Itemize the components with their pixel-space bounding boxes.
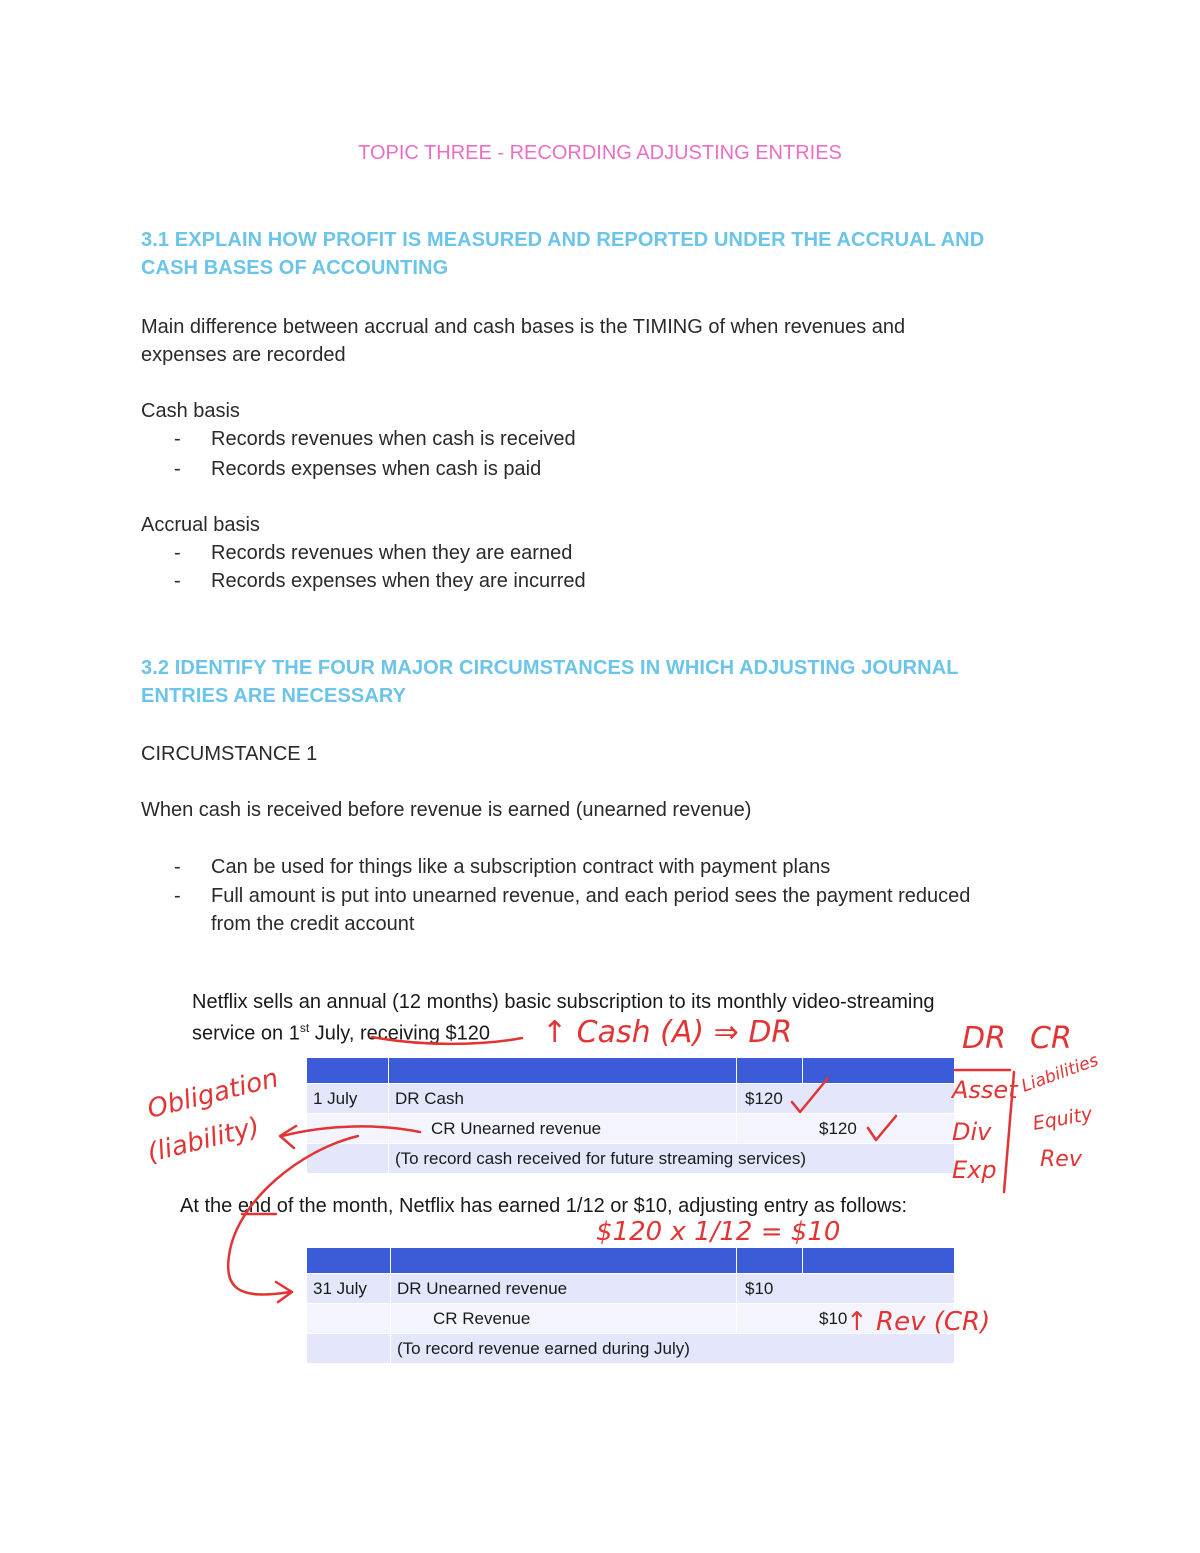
- revenue-note: ↑ Rev (CR): [846, 1307, 991, 1337]
- dr-item: Div: [952, 1118, 992, 1146]
- heading-line: ENTRIES ARE NECESSARY: [141, 685, 407, 707]
- entry-account: DR Cash: [389, 1084, 737, 1114]
- circumstance-description: When cash is received before revenue is earned (unearned revenue): [141, 799, 752, 821]
- cr-item: Equity: [1031, 1102, 1095, 1135]
- bullet-dash: -: [174, 458, 181, 480]
- cr-header: CR: [1030, 1021, 1072, 1056]
- curved-arrow-icon: [228, 1136, 358, 1302]
- entry-date: 1 July: [307, 1084, 389, 1114]
- entry-narration: (To record revenue earned during July): [391, 1334, 955, 1364]
- cash-note: ↑ Cash (A) ⇒ DR: [542, 1015, 793, 1050]
- slide-text-part: July, receiving $120: [309, 1022, 491, 1045]
- list-item-text: Records expenses when cash is paid: [211, 458, 542, 480]
- bullet-dash: -: [174, 428, 181, 450]
- entry-debit: $10: [737, 1274, 955, 1304]
- entry-date: 31 July: [307, 1274, 391, 1304]
- document-title: TOPIC THREE - RECORDING ADJUSTING ENTRIES: [358, 142, 842, 164]
- bullet-dash: -: [174, 570, 181, 592]
- paragraph-line: expenses are recorded: [141, 344, 346, 366]
- bullet-dash: -: [174, 885, 181, 907]
- cash-basis-label: Cash basis: [141, 400, 240, 422]
- entry-account: DR Unearned revenue: [391, 1274, 737, 1304]
- heading-line: 3.2 IDENTIFY THE FOUR MAJOR CIRCUMSTANCES IN WHICH ADJUSTING JOURNAL: [141, 657, 959, 679]
- entry-debit: $120: [737, 1084, 955, 1114]
- entry-credit: $120: [737, 1114, 955, 1144]
- paragraph-line: Main difference between accrual and cash bases is the TIMING of when revenues and: [141, 316, 906, 338]
- dr-item: Asset: [952, 1076, 1018, 1104]
- list-item-line: Full amount is put into unearned revenue, and each period sees the payment reduced: [211, 885, 971, 907]
- list-item-text: Can be used for things like a subscription contract with payment plans: [211, 856, 831, 878]
- liability-note: (liability): [144, 1111, 263, 1169]
- cr-item: Liabilities: [1018, 1050, 1102, 1097]
- underline-stroke: [372, 1037, 522, 1044]
- bullet-dash: -: [174, 856, 181, 878]
- list-item-text: Records revenues when cash is received: [211, 428, 576, 450]
- slide-text-part: service on 1: [192, 1022, 300, 1045]
- accrual-basis-label: Accrual basis: [141, 514, 260, 536]
- bullet-dash: -: [174, 542, 181, 564]
- dr-item: Exp: [952, 1156, 997, 1184]
- calculation-note: $120 x 1/12 = $10: [596, 1217, 841, 1247]
- list-item-text: Records revenues when they are earned: [211, 542, 573, 564]
- dr-header: DR: [962, 1021, 1006, 1056]
- list-item-text: Records expenses when they are incurred: [211, 570, 586, 592]
- heading-line: CASH BASES OF ACCOUNTING: [141, 257, 449, 279]
- slide-intro-line: Netflix sells an annual (12 months) basic subscription to its monthly video-streaming: [192, 991, 935, 1013]
- cr-item: Rev: [1040, 1147, 1082, 1172]
- list-item-line: from the credit account: [211, 913, 415, 935]
- checkmark-icon: [868, 1116, 896, 1140]
- slide-mid-text: At the end of the month, Netflix has earned 1/12 or $10, adjusting entry as follows:: [180, 1195, 908, 1217]
- entry-credit: $10: [737, 1304, 955, 1334]
- entry-narration: (To record cash received for future streaming services): [389, 1144, 955, 1174]
- entry-account: CR Unearned revenue: [389, 1114, 737, 1144]
- entry-account: CR Revenue: [391, 1304, 737, 1334]
- heading-line: 3.1 EXPLAIN HOW PROFIT IS MEASURED AND REPORTED UNDER THE ACCRUAL AND: [141, 229, 985, 251]
- superscript: st: [299, 1021, 310, 1035]
- checkmark-icon: [792, 1078, 828, 1112]
- obligation-note: Obligation: [144, 1063, 282, 1125]
- circumstance-label: CIRCUMSTANCE 1: [141, 743, 318, 765]
